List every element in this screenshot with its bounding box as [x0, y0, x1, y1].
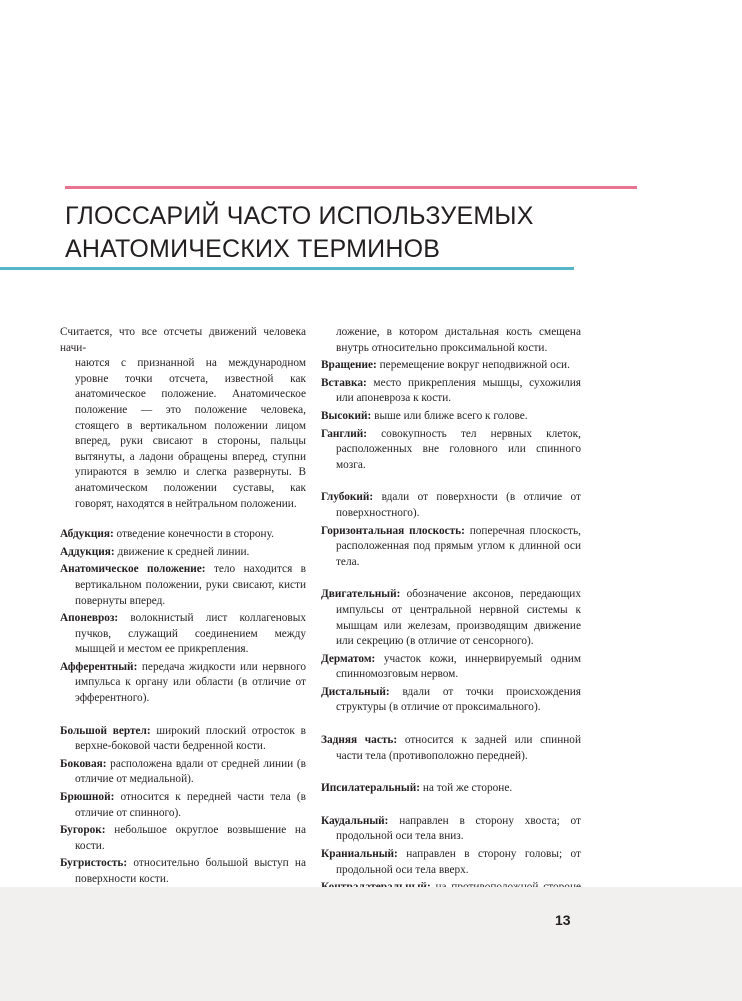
glossary-definition: направлен в сторону хвоста; от продольной оси тела вниз.	[336, 814, 581, 843]
glossary-entry	[60, 757, 306, 788]
glossary-entry	[321, 587, 581, 649]
intro-paragraph	[60, 325, 306, 512]
glossary-term: Аддукция:	[60, 545, 115, 558]
glossary-term: Большой вертел:	[60, 724, 151, 737]
glossary-entry	[60, 856, 306, 887]
right-continuation: ложение, в котором дистальная кость смещена внутрь относительно проксимальной кости.	[336, 326, 581, 354]
glossary-definition: поперечная плоскость, расположенная под прямым углом к длинной оси тела.	[336, 524, 581, 568]
glossary-definition: место прикрепления мышцы, сухожилия или апоневроза к кости.	[336, 376, 581, 405]
glossary-definition: передача жидкости или нервного импульса к органу или области (в отличие от эфферентного).	[75, 660, 306, 705]
glossary-term: Вращение:	[321, 359, 377, 372]
glossary-entry	[321, 733, 581, 764]
glossary-term: Задняя часть:	[321, 734, 398, 747]
left-entries	[60, 512, 306, 951]
glossary-term: Абдукция:	[60, 528, 114, 541]
glossary-term: Каудальный:	[321, 814, 389, 827]
glossary-term: Дерматом:	[321, 652, 376, 665]
glossary-term: Афферентный:	[60, 660, 138, 673]
glossary-definition: движение к средней линии.	[114, 545, 250, 558]
glossary-term: Брюшной:	[60, 791, 115, 804]
glossary-definition: относительно большой выступ на поверхности кости.	[75, 857, 306, 885]
glossary-entry	[321, 814, 581, 845]
glossary-definition: отведение конечности в сторону.	[113, 528, 274, 541]
glossary-term: Бугорок:	[60, 824, 106, 837]
glossary-definition: совокупность тел нервных клеток, расположенных вне головного или спинного мозга.	[336, 427, 581, 471]
group-spacer	[321, 799, 581, 814]
blue-divider	[0, 267, 574, 270]
glossary-term: Ганглий:	[321, 427, 368, 440]
pink-divider	[65, 186, 637, 189]
title-line-2: АНАТОМИЧЕСКИХ ТЕРМИНОВ	[65, 235, 441, 263]
glossary-definition: направлен в сторону головы; от продольной оси тела вверх.	[336, 848, 581, 876]
title-line-1: ГЛОССАРИЙ ЧАСТО ИСПОЛЬЗУЕМЫХ	[65, 202, 534, 230]
group-spacer	[321, 475, 581, 490]
footer-band	[0, 887, 742, 1001]
glossary-definition: небольшое округлое возвышение на кости.	[75, 824, 306, 852]
intro-body: наются с признанной на международном уровне точки отсчета, известной как анатомическое положение. Анатомическое положение — это положение человека, стоящего в вертикальном положении лицом вперед, руки свисают в стороны, пальцы вытянуты, а ладони обращены вперед, ступни упираются в землю и слегка развернуты. В анатомическом положении суставы, как говорят, находятся в нейтральном положении.	[75, 357, 306, 510]
glossary-term: Дистальный:	[321, 685, 390, 698]
group-spacer	[60, 512, 306, 527]
glossary-definition: вдали от поверхности (в отличие от поверхностного).	[336, 491, 581, 519]
page-number: 13	[555, 912, 571, 928]
group-spacer	[321, 718, 581, 733]
glossary-definition: волокнистый лист коллагеновых пучков, служащий соединением между мышцей и местом ее прикрепления.	[75, 612, 306, 656]
glossary-term: Бугристость:	[60, 857, 128, 870]
glossary-definition: обозначение аксонов, передающих импульсы от центральной нервной системы к мышцам или железам, производящим движение или секрецию (в отличие от сенсорного).	[336, 588, 581, 648]
glossary-definition: расположена вдали от средней линии (в отличие от медиальной).	[75, 757, 306, 786]
glossary-entry	[60, 790, 306, 821]
glossary-definition: выше или ближе всего к голове.	[371, 409, 528, 422]
glossary-entry	[321, 409, 581, 425]
glossary-term: Боковая:	[60, 757, 107, 770]
glossary-term: Апоневроз:	[60, 612, 119, 625]
glossary-entry	[60, 823, 306, 854]
glossary-definition: на той же стороне.	[420, 782, 513, 795]
glossary-entry	[60, 724, 306, 755]
page-title	[65, 200, 625, 266]
glossary-entry	[321, 847, 581, 878]
glossary-definition: широкий плоский отросток в верхне-боковой части бедренной кости.	[75, 724, 306, 753]
glossary-entry	[60, 562, 306, 609]
right-entries	[321, 358, 581, 911]
glossary-term: Высокий:	[321, 409, 372, 422]
glossary-entry	[60, 611, 306, 658]
glossary-term: Ипсилатеральный:	[321, 782, 421, 795]
glossary-entry	[321, 524, 581, 571]
glossary-entry	[321, 652, 581, 683]
glossary-term: Анатомическое положение:	[60, 563, 206, 576]
group-spacer	[321, 766, 581, 781]
glossary-entry	[321, 427, 581, 474]
glossary-term: Краниальный:	[321, 848, 398, 861]
glossary-entry	[321, 490, 581, 521]
glossary-term: Глубокий:	[321, 491, 374, 504]
right-column	[321, 325, 581, 913]
glossary-entry	[60, 545, 306, 561]
group-spacer	[60, 709, 306, 724]
glossary-entry	[60, 660, 306, 707]
glossary-definition: тело находится в вертикальном положении, руки свисают, кисти повернуты вперед.	[75, 563, 306, 607]
left-column	[60, 325, 306, 953]
glossary-entry	[321, 376, 581, 407]
glossary-entry	[321, 781, 581, 797]
glossary-definition: относится к задней или спинной части тела (противоположно передней).	[336, 734, 581, 762]
glossary-definition: относится к передней части тела (в отличие от спинного).	[75, 791, 306, 819]
glossary-definition: участок кожи, иннервируемый одним спинномозговым нервом.	[336, 652, 581, 681]
glossary-definition: вдали от точки происхождения структуры (в отличие от проксимального).	[336, 685, 581, 714]
glossary-term: Двигательный:	[321, 588, 401, 601]
glossary-entry	[321, 685, 581, 716]
glossary-definition: перемещение вокруг неподвижной оси.	[376, 359, 570, 372]
glossary-term: Горизонтальная плоскость:	[321, 524, 465, 537]
glossary-entry	[321, 358, 581, 374]
glossary-term: Вставка:	[321, 376, 367, 389]
intro-first-line: Считается, что все отсчеты движений человека начи-	[60, 326, 306, 354]
glossary-entry	[60, 527, 306, 543]
group-spacer	[321, 572, 581, 587]
